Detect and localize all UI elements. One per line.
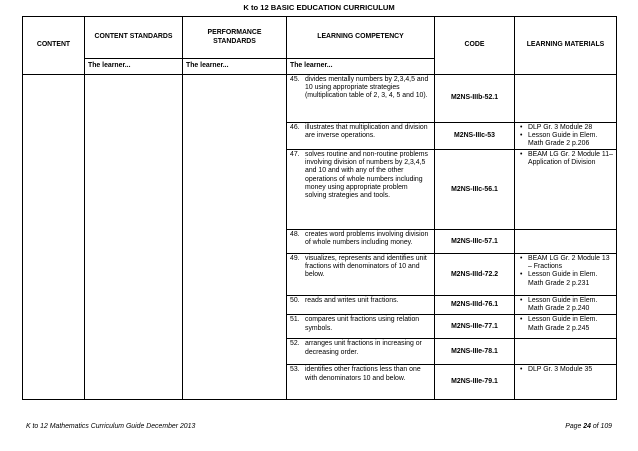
material-item: • BEAM LG Gr. 2 Module 13 – Fractions [528,255,613,271]
competency-cell [287,315,435,339]
page-number: 24 [583,423,591,430]
competency-cell [287,365,435,400]
competency-cell [287,123,435,150]
code-cell: M2NS-IIIc-53 [435,123,515,150]
competency-rows [23,75,617,400]
competency-number: 52. [290,340,300,348]
code-cell: M2NS-IIIe-77.1 [435,315,515,339]
materials-cell [515,296,617,315]
materials-cell [515,123,617,150]
page-prefix: Page [565,423,582,430]
competency-text: creates word problems involving division of whole numbers including money. [305,231,429,247]
materials-cell [515,230,617,254]
header-content: CONTENT [23,17,85,75]
learner-learning-competency: The learner... [287,59,435,75]
material-item: • DLP Gr. 3 Module 35 [528,366,613,374]
competency-text: compares unit fractions using relation symbols. [305,316,420,332]
competency-number: 46. [290,124,300,131]
competency-cell [287,75,435,123]
code-cell: M2NS-IIIc-57.1 [435,230,515,254]
code-cell: M2NS-IIIe-78.1 [435,339,515,365]
competency-number: 50. [290,297,300,305]
competency-cell [287,254,435,296]
footer-guide-title: K to 12 Mathematics Curriculum Guide December 2013 [26,423,196,430]
competency-text: reads and writes unit fractions. [305,297,399,305]
materials-list [518,316,613,332]
material-item: • BEAM LG Gr. 2 Module 11– Application of Division [528,151,613,167]
competency-number: 47. [290,151,300,159]
code-cell: M2NS-IIIe-79.1 [435,365,515,400]
header-content-standards: CONTENT STANDARDS [85,17,183,59]
material-item: • DLP Gr. 3 Module 28 [528,124,613,132]
header-performance-standards: PERFORMANCE STANDARDS [183,17,287,59]
materials-list [518,366,613,374]
content-cell [23,75,85,400]
materials-cell [515,339,617,365]
table-row [23,75,617,123]
learner-performance-standards: The learner... [183,59,287,75]
materials-cell [515,365,617,400]
competency-text: illustrates that multiplication and division are inverse operations. [305,124,428,140]
materials-list [518,151,613,167]
competency-number: 51. [290,316,300,324]
material-item: • Lesson Guide in Elem. Math Grade 2 p.240 [528,297,613,313]
competency-cell [287,150,435,230]
performance-standards-cell [183,75,287,400]
header-code: CODE [435,17,515,75]
competency-cell [287,339,435,365]
code-cell: M2NS-IIId-76.1 [435,296,515,315]
competency-text: visualizes, represents and identifies unit fractions with denominators of 10 and below. [305,255,427,279]
materials-list [518,297,613,313]
competency-text: identifies other fractions less than one with denominators 10 and below. [305,366,421,382]
competency-number: 45. [290,76,300,83]
materials-list [518,124,613,148]
competency-text: solves routine and non-routine problems involving division of numbers by 2,3,4,5 and 10 and with any of the other operations of whole numbers including money using appropriate problem solving strategies and tools. [305,151,428,199]
materials-list [518,255,613,287]
material-item: • Lesson Guide in Elem. Math Grade 2 p.245 [528,316,613,332]
content-standards-cell [85,75,183,400]
competency-number: 49. [290,255,300,263]
footer-page-number [565,423,612,430]
competency-text: arranges unit fractions in increasing or decreasing order. [305,340,422,356]
material-item: • Lesson Guide in Elem. Math Grade 2 p.206 [528,132,613,148]
materials-cell [515,254,617,296]
code-cell: M2NS-IIId-72.2 [435,254,515,296]
competency-number: 48. [290,231,300,239]
code-cell: M2NS-IIIc-56.1 [435,150,515,230]
header-learning-competency: LEARNING COMPETENCY [287,17,435,59]
materials-cell [515,150,617,230]
competency-cell [287,230,435,254]
materials-cell [515,315,617,339]
material-item: • Lesson Guide in Elem. Math Grade 2 p.231 [528,271,613,287]
header-learning-materials: LEARNING MATERIALS [515,17,617,75]
competency-cell [287,296,435,315]
materials-cell [515,75,617,123]
code-cell: M2NS-IIIb-52.1 [435,75,515,123]
competency-text: divides mentally numbers by 2,3,4,5 and 10 using appropriate strategies (multiplication table of 2, 3, 4, 5 and 10). [305,76,429,100]
header-row [23,17,617,59]
page-suffix: of 109 [592,423,612,430]
learner-content-standards: The learner... [85,59,183,75]
curriculum-table [22,16,617,400]
document-title: K to 12 BASIC EDUCATION CURRICULUM [243,3,395,12]
competency-number: 53. [290,366,300,374]
